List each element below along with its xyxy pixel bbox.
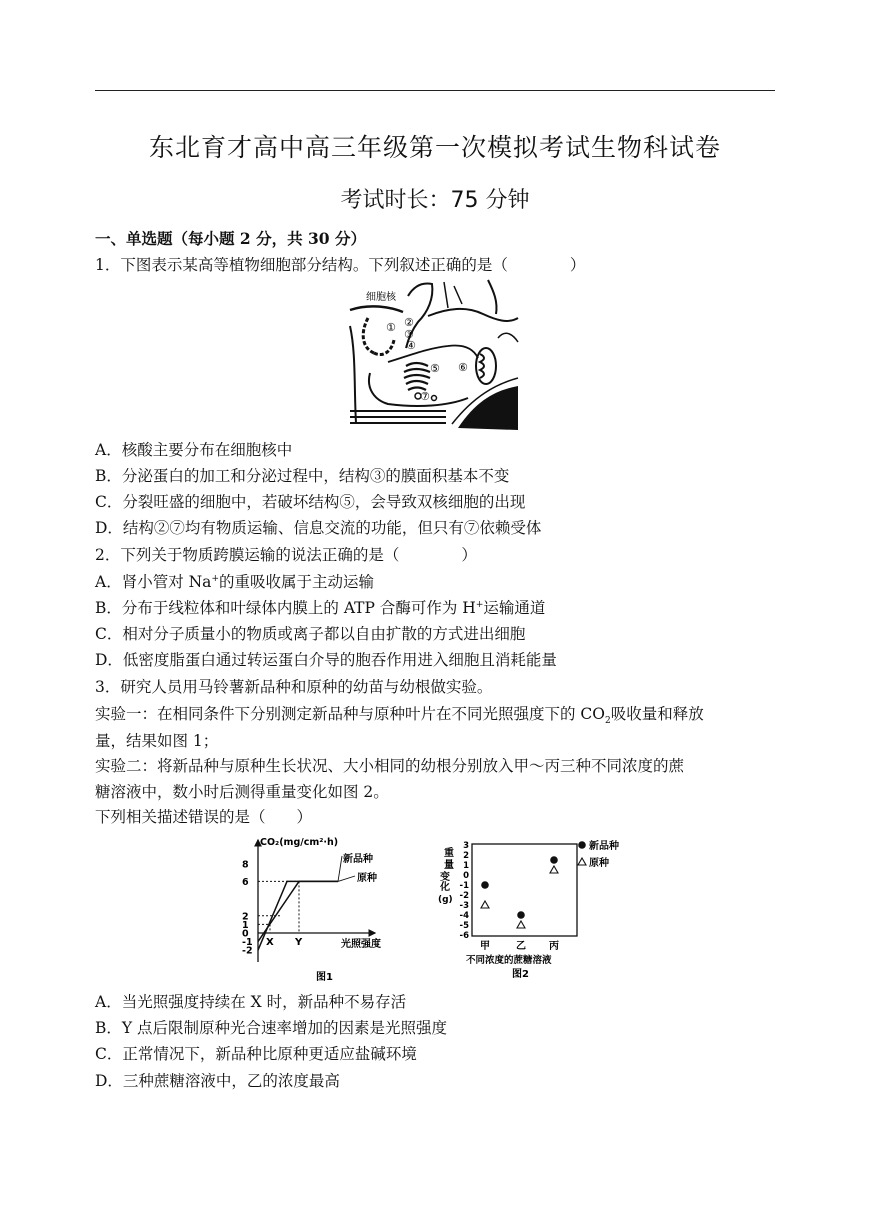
fig2-ytick: 3 xyxy=(463,841,469,851)
fig1-label-new: 新品种 xyxy=(343,854,373,865)
q3-option-c: C．正常情况下，新品种比原种更适应盐碱环境 xyxy=(95,1045,417,1063)
q2-option-c: C．相对分子质量小的物质或离子都以自由扩散的方式进出细胞 xyxy=(95,625,526,643)
q2-stem: 2．下列关于物质跨膜运输的说法正确的是（ ） xyxy=(95,546,477,564)
q1-option-b: B．分泌蛋白的加工和分泌过程中，结构③的膜面积基本不变 xyxy=(95,467,510,485)
fig2-ytick: -3 xyxy=(459,901,469,911)
fig1-caption: 图1 xyxy=(316,972,333,983)
section-heading: 一、单选题（每小题 2 分，共 30 分） xyxy=(95,229,366,248)
fig1-ytick: 1 xyxy=(242,919,249,931)
q1-option-d: D．结构②⑦均有物质运输、信息交流的功能，但只有⑦依赖受体 xyxy=(95,519,542,537)
header-rule xyxy=(95,90,775,91)
q3-exp2-line1: 实验二：将新品种与原种生长状况、大小相同的幼根分别放入甲～丙三种不同浓度的蔗 xyxy=(95,757,685,775)
fig2-legend-orig: 原种 xyxy=(589,858,609,869)
figure-2-chart xyxy=(436,832,651,987)
fig2-ytick: -5 xyxy=(459,921,469,931)
fig2-point-new xyxy=(550,856,558,864)
marker-5: ⑤ xyxy=(430,362,440,375)
fig2-ytick: -2 xyxy=(459,891,469,901)
q3-option-a: A．当光照强度持续在 X 时，新品种不易存活 xyxy=(95,993,407,1011)
fig2-ylabel-2: 量 xyxy=(444,860,454,871)
fig2-caption: 图2 xyxy=(512,969,529,980)
fig2-ytick: 0 xyxy=(463,871,469,881)
q1-option-a: A．核酸主要分布在细胞核中 xyxy=(95,441,293,459)
marker-4: ④ xyxy=(406,339,416,352)
q3-exp2-line2: 糖溶液中，数小时后测得重量变化如图 2。 xyxy=(95,783,389,801)
fig2-point-new xyxy=(517,911,525,919)
fig1-leader-new xyxy=(338,856,342,881)
q1-stem: 1．下图表示某高等植物细胞部分结构。下列叙述正确的是（ ） xyxy=(95,256,586,274)
q3-ask: 下列相关描述错误的是（ ） xyxy=(95,808,313,826)
fig1-ytick: -2 xyxy=(242,945,253,957)
fig2-ytick: -4 xyxy=(459,911,469,921)
fig1-xmark-x: X xyxy=(266,937,274,948)
fig2-plot-frame xyxy=(472,844,577,936)
fig2-ylabel-5: (g) xyxy=(438,895,453,905)
q3-option-d: D．三种蔗糖溶液中，乙的浓度最高 xyxy=(95,1072,340,1090)
fig1-ytick: 2 xyxy=(242,911,249,923)
fig1-ytick: 6 xyxy=(242,876,249,888)
fig1-xmark-y: Y xyxy=(295,937,303,948)
marker-7: ⑦ xyxy=(420,390,430,403)
fig2-ytick: 2 xyxy=(463,851,469,861)
exam-duration: 考试时长：75 分钟 xyxy=(340,188,530,213)
q2-option-a: A．肾小管对 Na+的重吸收属于主动运输 xyxy=(95,573,374,591)
q1-option-c: C．分裂旺盛的细胞中，若破坏结构⑤，会导致双核细胞的出现 xyxy=(95,493,526,511)
marker-3: ③ xyxy=(404,328,414,341)
fig1-ytick: 0 xyxy=(242,928,249,940)
fig2-point-orig xyxy=(550,866,558,873)
fig2-ytick: -6 xyxy=(459,931,469,941)
marker-6: ⑥ xyxy=(458,361,468,374)
fig2-ylabel-3: 变 xyxy=(440,872,450,883)
nucleus-label: 细胞核 xyxy=(366,292,396,303)
q2-option-b: B．分布于线粒体和叶绿体内膜上的 ATP 合酶可作为 H+运输通道 xyxy=(95,599,546,617)
fig1-ylabel: CO₂(mg/cm²·h) xyxy=(260,837,339,848)
q3-option-b: B．Y 点后限制原种光合速率增加的因素是光照强度 xyxy=(95,1019,448,1037)
fig1-leader-orig xyxy=(338,876,355,881)
fig1-label-orig: 原种 xyxy=(357,873,377,884)
fig2-xlabel: 不同浓度的蔗糖溶液 xyxy=(466,955,552,966)
q3-exp1-line2: 量，结果如图 1； xyxy=(95,732,219,750)
fig1-xlabel: 光照强度 xyxy=(341,939,381,950)
fig2-ylabel-4: 化 xyxy=(440,882,450,893)
fig2-legend-new-marker xyxy=(578,841,586,849)
fig2-category-label: 甲 xyxy=(480,941,490,952)
fig2-category-label: 丙 xyxy=(549,941,559,952)
q3-exp1-line1: 实验一：在相同条件下分别测定新品种与原种叶片在不同光照强度下的 $CO_2$吸收量和释放 xyxy=(95,705,704,727)
figure-1-chart xyxy=(238,832,408,987)
fig1-ytick: -1 xyxy=(242,937,253,949)
q2-option-d: D．低密度脂蛋白通过转运蛋白介导的胞吞作用进入细胞且消耗能量 xyxy=(95,651,557,669)
fig2-point-new xyxy=(481,881,489,889)
cell-structure-figure xyxy=(348,278,520,433)
fig2-legend-orig-marker xyxy=(578,858,586,865)
fig2-ytick: 1 xyxy=(463,861,469,871)
fig2-ytick: -1 xyxy=(459,881,469,891)
marker-2: ② xyxy=(404,316,414,329)
marker-1: ① xyxy=(386,321,396,334)
fig2-category-label: 乙 xyxy=(516,941,526,952)
fig2-ylabel-1: 重 xyxy=(444,848,454,859)
fig2-point-orig xyxy=(481,901,489,908)
fig1-ytick: 8 xyxy=(242,859,249,871)
fig2-legend-new: 新品种 xyxy=(589,841,619,852)
page-title: 东北育才高中高三年级第一次模拟考试生物科试卷 xyxy=(148,133,721,162)
q3-stem: 3．研究人员用马铃薯新品种和原种的幼苗与幼根做实验。 xyxy=(95,678,493,696)
fig2-point-orig xyxy=(517,921,525,928)
